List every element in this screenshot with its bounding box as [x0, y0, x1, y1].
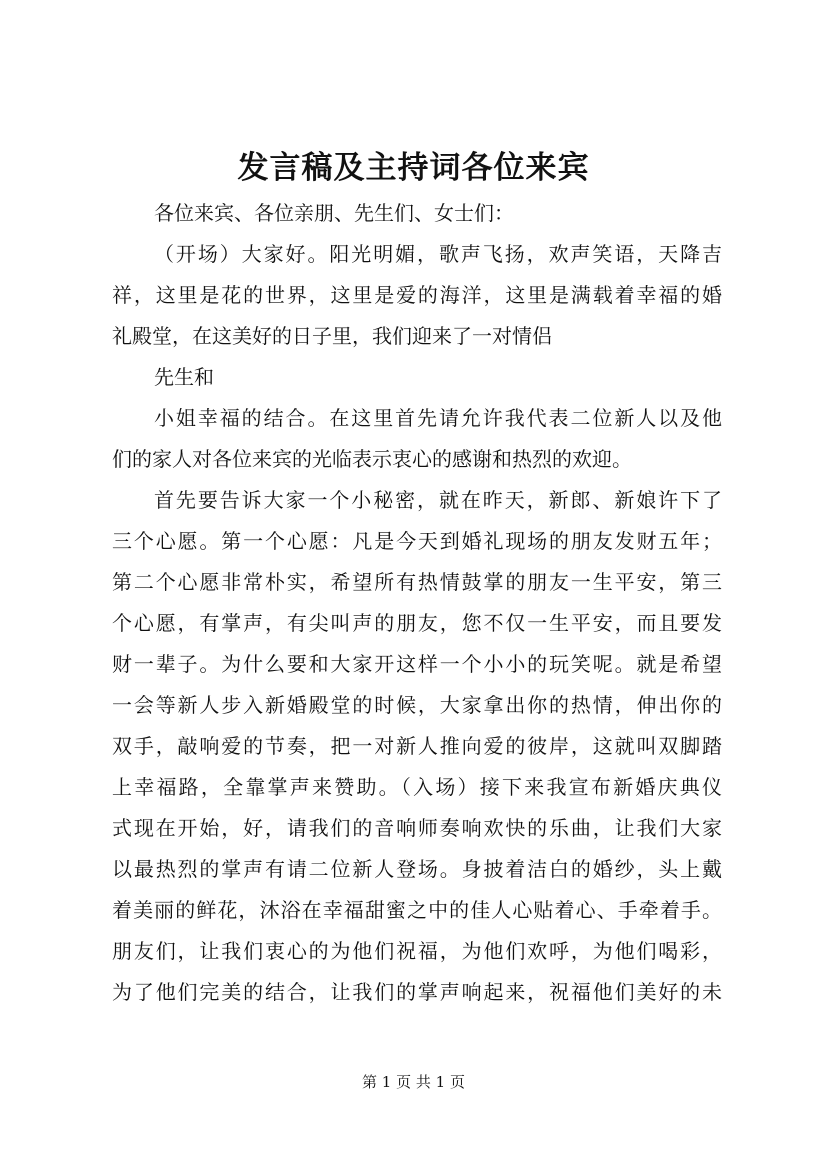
body-line: 朋友们，让我们衷心的为他们祝福，为他们欢呼，为他们喝彩，	[112, 939, 722, 963]
body-line: 第二个心愿非常朴实，希望所有热情鼓掌的朋友一生平安，第三	[112, 570, 722, 594]
body-line: 各位来宾、各位亲朋、先生们、女士们：	[154, 201, 514, 225]
body-line: 上幸福路，全靠掌声来赞助。（入场）接下来我宣布新婚庆典仪	[112, 775, 722, 799]
body-line: 个心愿，有掌声，有尖叫声的朋友，您不仅一生平安，而且要发	[112, 611, 722, 635]
body-line: 首先要告诉大家一个小秘密，就在昨天，新郎、新娘许下了	[154, 488, 722, 512]
document-body	[112, 193, 722, 1013]
document-title: 发言稿及主持词各位来宾	[237, 150, 590, 186]
body-line: 为了他们完美的结合，让我们的掌声响起来，祝福他们美好的未	[112, 980, 722, 1004]
body-line: 祥，这里是花的世界，这里是爱的海洋，这里是满载着幸福的婚	[112, 283, 722, 307]
body-line: 们的家人对各位来宾的光临表示衷心的感谢和热烈的欢迎。	[112, 447, 632, 471]
body-line: 一会等新人步入新婚殿堂的时候，大家拿出你的热情，伸出你的	[112, 693, 722, 717]
body-line: 式现在开始，好，请我们的音响师奏响欢快的乐曲，让我们大家	[112, 816, 722, 840]
body-line: 财一辈子。为什么要和大家开这样一个小小的玩笑呢。就是希望	[112, 652, 722, 676]
page-footer: 第 1 页 共 1 页	[362, 1073, 465, 1091]
body-line: 三个心愿。第一个心愿：凡是今天到婚礼现场的朋友发财五年；	[112, 529, 722, 553]
body-line: 小姐幸福的结合。在这里首先请允许我代表二位新人以及他	[154, 406, 722, 430]
body-line: 双手，敲响爱的节奏，把一对新人推向爱的彼岸，这就叫双脚踏	[112, 734, 722, 758]
body-line: 以最热烈的掌声有请二位新人登场。身披着洁白的婚纱，头上戴	[112, 857, 722, 881]
body-line: 先生和	[154, 365, 214, 389]
body-line: 着美丽的鲜花，沐浴在幸福甜蜜之中的佳人心贴着心、手牵着手。	[112, 898, 722, 922]
body-line: 礼殿堂，在这美好的日子里，我们迎来了一对情侣	[112, 324, 552, 348]
body-line: （开场）大家好。阳光明媚，歌声飞扬，欢声笑语，天降吉	[154, 242, 722, 266]
